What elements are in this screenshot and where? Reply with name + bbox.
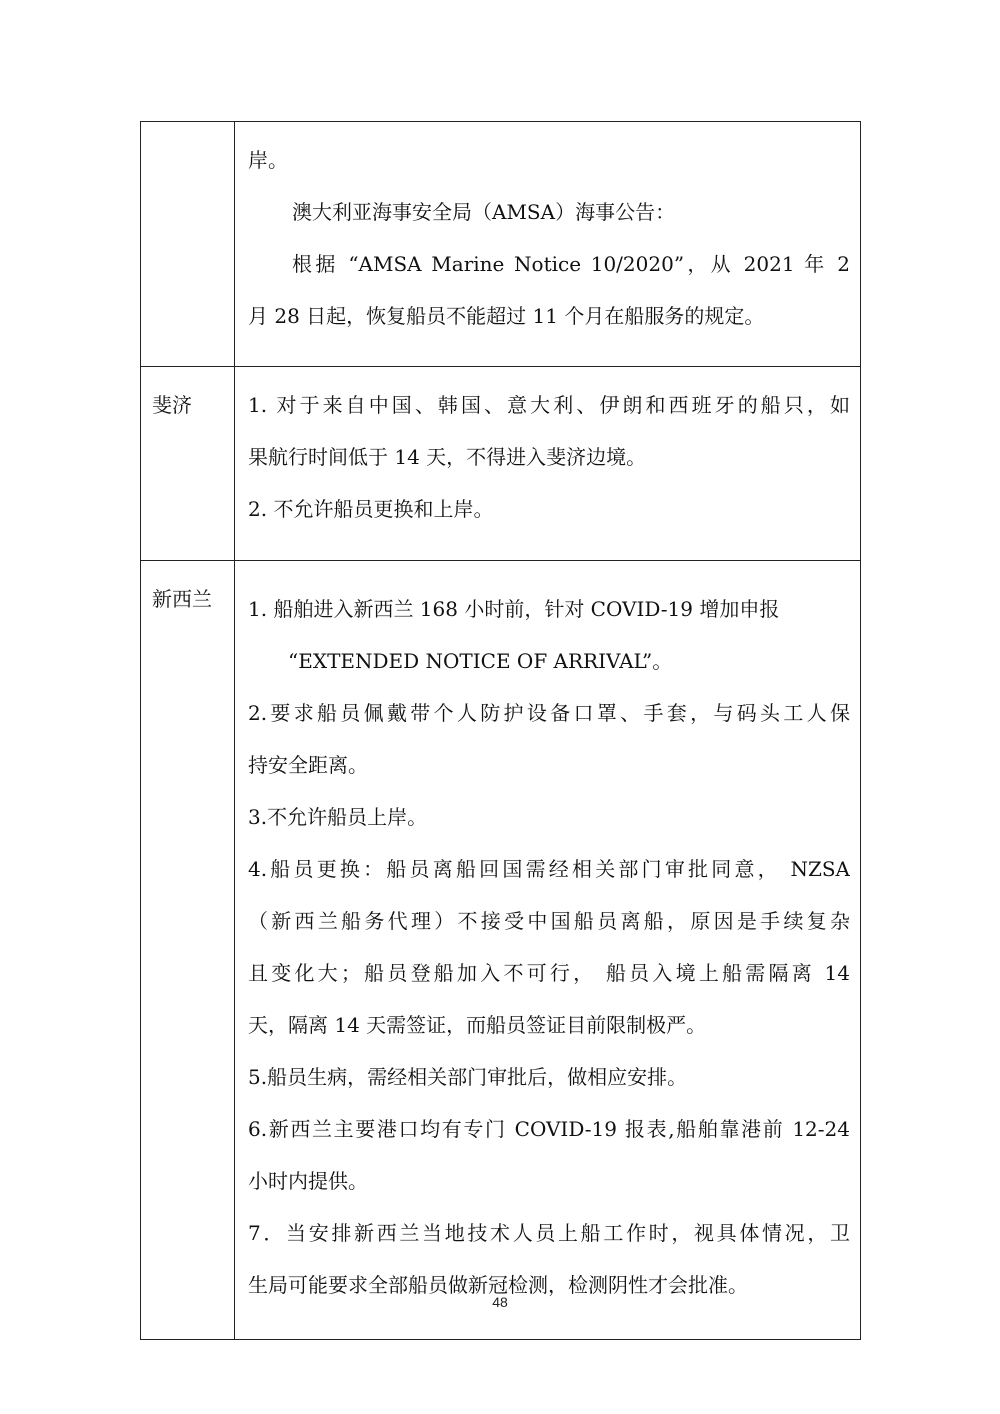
text-line: 月 28 日起，恢复船员不能超过 11 个月在船服务的规定。 (248, 304, 765, 328)
table-row (141, 367, 861, 561)
table-row (141, 122, 861, 367)
text-line: 2.要求船员佩戴带个人防护设备口罩、手套，与码头工人保 (248, 701, 850, 725)
country-cell: 斐济 (141, 367, 235, 561)
text-line: 7．当安排新西兰当地技术人员上船工作时，视具体情况，卫 (248, 1221, 850, 1245)
regulations-table (140, 121, 861, 1340)
text-line: 4.船员更换：船员离船回国需经相关部门审批同意， NZSA (248, 857, 850, 881)
content-cell (235, 561, 861, 1340)
text-line: 1. 对于来自中国、韩国、意大利、伊朗和西班牙的船只，如 (248, 393, 850, 417)
text-line: 且变化大；船员登船加入不可行， 船员入境上船需隔离 14 (248, 961, 850, 985)
text-line: 生局可能要求全部船员做新冠检测，检测阴性才会批准。 (248, 1273, 748, 1297)
text-line: 持安全距离。 (248, 753, 368, 777)
content-cell (235, 367, 861, 561)
text-line: 果航行时间低于 14 天，不得进入斐济边境。 (248, 445, 647, 469)
text-line: 5.船员生病，需经相关部门审批后，做相应安排。 (248, 1065, 688, 1089)
text-line: 小时内提供。 (248, 1169, 368, 1193)
text-line: 2. 不允许船员更换和上岸。 (248, 497, 494, 521)
text-line: 6.新西兰主要港口均有专门 COVID-19 报表,船舶靠港前 12-24 (248, 1117, 850, 1141)
page-number: 48 (492, 1294, 508, 1310)
text-line: 澳大利亚海事安全局（AMSA）海事公告： (292, 200, 676, 224)
text-line: 1. 船舶进入新西兰 168 小时前，针对 COVID-19 增加申报 (248, 597, 780, 621)
country-cell: 新西兰 (141, 561, 235, 1340)
text-line: 根据 “AMSA Marine Notice 10/2020”，从 2021 年 2 (292, 252, 850, 276)
text-line: （新西兰船务代理）不接受中国船员离船，原因是手续复杂 (248, 909, 850, 933)
country-cell (141, 122, 235, 367)
text-line: 3.不允许船员上岸。 (248, 805, 428, 829)
text-line: 天，隔离 14 天需签证，而船员签证目前限制极严。 (248, 1013, 707, 1037)
table-row (141, 561, 861, 1340)
content-cell (235, 122, 861, 367)
text-line: “EXTENDED NOTICE OF ARRIVAL”。 (288, 649, 673, 673)
text-line: 岸。 (248, 148, 288, 172)
